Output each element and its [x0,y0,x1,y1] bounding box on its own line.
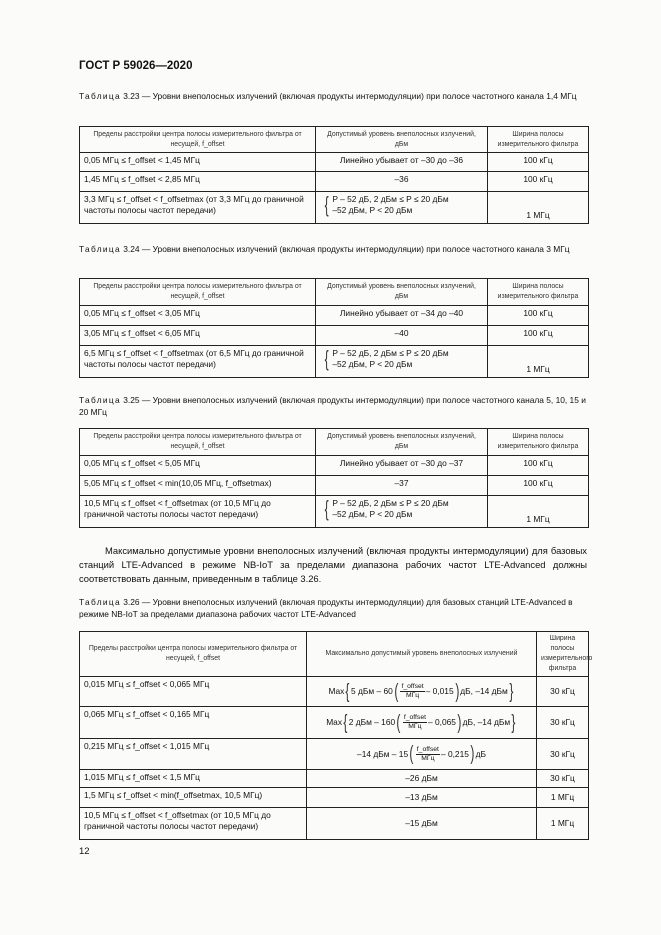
formula-offset: – 0,215 [440,748,469,759]
caption-text: 3.25 — Уровни внеполосных излучений (включая продукты интермодуляции) при полосе частотного канала 5, 10, 15 и 20 МГц [79,395,586,417]
level-cell: Линейно убывает от –30 до –37 [316,456,488,476]
column-header: Максимально допустимый уровень внеполосных излучений [307,632,537,677]
range-cell: 0,065 МГц ≤ f_offset < 0,165 МГц [80,707,307,739]
table-header-row [80,127,589,153]
table-3-23-caption [79,91,587,103]
level-formula [357,744,486,764]
level-cell [307,739,537,770]
column-header: Ширина полосы измерительного фильтра [537,632,589,677]
table-3-23 [79,126,589,224]
fraction-numerator: f_offset [403,714,426,721]
table-row [80,496,589,528]
page-number: 12 [79,846,90,857]
level-cell: –13 дБм [307,788,537,808]
left-paren-symbol: ( [394,680,399,703]
table-row [80,677,589,707]
formula-line: P – 52 дБ, 2 дБм ≤ P ≤ 20 дБм [332,348,449,358]
left-brace-symbol: { [345,680,350,703]
page-header: ГОСТ Р 59026—2020 [79,60,193,72]
formula-offset: – 0,065 [427,717,456,727]
table-row [80,770,589,788]
paragraph-text: Максимально допустимые уровни внеполосных излучений (включая продукты интермодуляции) для базовых станций LTE-Advanced в режиме NB-IoT за пределами диапазона рабочих частот LTE-Advanced должны соответствовать данным, приведенным в таблице 3.26. [79,545,587,584]
range-cell: 1,015 МГц ≤ f_offset < 1,5 МГц [80,770,307,788]
piecewise-formula [320,498,483,520]
column-header: Пределы расстройки центра полосы измерительного фильтра от несущей, f_offset [80,279,316,306]
table-row [80,808,589,840]
left-brace-symbol: { [324,346,329,371]
table-row [80,346,589,378]
formula-tail: дБ, –14 дБм [460,686,508,696]
range-cell: 10,5 МГц ≤ f_offset < f_offsetmax (от 10,5 МГц до граничной частоты полосы частот передачи) [80,496,316,528]
max-formula [326,713,517,733]
bandwidth-cell: 1 МГц [488,192,589,224]
right-paren-symbol: ) [470,743,475,765]
table-label: Таблица [79,91,121,101]
left-paren-symbol: ( [409,743,414,765]
formula-line: P – 52 дБ, 2 дБм ≤ P ≤ 20 дБм [332,498,449,508]
level-cell: Линейно убывает от –30 до –36 [316,153,488,172]
table-3-25-caption [79,395,587,418]
fraction-denominator: МГц [421,754,435,762]
bandwidth-cell: 30 кГц [537,770,589,788]
table-3-26 [79,631,593,840]
level-cell: –37 [316,476,488,496]
bandwidth-cell: 1 МГц [488,346,589,378]
table-row [80,707,589,739]
range-cell: 0,05 МГц ≤ f_offset < 3,05 МГц [80,306,316,326]
range-cell: 6,5 МГц ≤ f_offset < f_offsetmax (от 6,5 МГц до граничной частоты полосы частот передачи) [80,346,316,378]
table-3-24-caption [79,244,587,256]
column-header: Пределы расстройки центра полосы измерительного фильтра от несущей, f_offset [80,127,316,153]
left-brace-symbol: { [324,496,329,521]
level-cell [316,496,488,528]
range-cell: 10,5 МГц ≤ f_offset < f_offsetmax (от 10,5 МГц до граничной частоты полосы частот передачи) [80,808,307,840]
bandwidth-cell: 30 кГц [537,739,589,770]
formula-prefix: –14 дБм – 15 [357,748,409,759]
caption-text: 3.24 — Уровни внеполосных излучений (включая продукты интермодуляции) при полосе частотного канала 3 МГц [120,244,570,254]
fraction [403,714,427,731]
left-brace-symbol: { [324,192,329,217]
formula-line: P – 52 дБ, 2 дБм ≤ P ≤ 20 дБм [332,194,449,204]
formula-prefix: 2 дБм – 160 [348,717,396,727]
table-header-row [80,632,589,677]
range-cell: 0,215 МГц ≤ f_offset < 1,015 МГц [80,739,307,770]
bandwidth-cell: 30 кГц [537,707,589,739]
fraction-denominator: МГц [405,692,420,699]
range-cell: 5,05 МГц ≤ f_offset < min(10,05 МГц, f_offsetmax) [80,476,316,496]
range-cell: 1,5 МГц ≤ f_offset < min(f_offsetmax, 10,5 МГц) [80,788,307,808]
formula-line: –52 дБм, P < 20 дБм [332,359,413,369]
left-paren-symbol: ( [396,711,401,734]
table-row [80,153,589,172]
range-cell: 0,015 МГц ≤ f_offset < 0,065 МГц [80,677,307,707]
right-paren-symbol: ) [454,680,459,703]
bandwidth-cell: 100 кГц [488,476,589,496]
column-header: Пределы расстройки центра полосы измерительного фильтра от несущей, f_offset [80,429,316,456]
level-cell: Линейно убывает от –34 до –40 [316,306,488,326]
right-brace-symbol: } [509,680,514,703]
formula-offset: – 0,015 [425,686,454,696]
fraction-numerator: f_offset [416,745,439,753]
max-operator: Max [326,717,343,727]
table-row [80,306,589,326]
table-3-26-caption [79,597,587,620]
formula-line: –52 дБм, P < 20 дБм [332,509,413,519]
caption-text: 3.26 — Уровни внеполосных излучений (включая продукты интермодуляции) для базовых станций LTE-Advanced в режиме NB-IoT за пределами диапазона рабочих частот LTE-Advanced [79,597,573,619]
formula-tail: дБ, –14 дБм [462,717,511,727]
table-3-25 [79,428,589,528]
column-header: Ширина полосы измерительного фильтра [488,127,589,153]
bandwidth-cell: 100 кГц [488,153,589,172]
table-row [80,326,589,346]
right-paren-symbol: ) [457,711,462,734]
caption-text: 3.23 — Уровни внеполосных излучений (включая продукты интермодуляции) при полосе частотного канала 1,4 МГц [120,91,577,101]
level-cell [316,346,488,378]
column-header: Ширина полосы измерительного фильтра [488,279,589,306]
level-cell: –40 [316,326,488,346]
range-cell: 0,05 МГц ≤ f_offset < 1,45 МГц [80,153,316,172]
left-brace-symbol: { [343,711,348,734]
range-cell: 3,05 МГц ≤ f_offset < 6,05 МГц [80,326,316,346]
level-cell [307,677,537,707]
bandwidth-cell: 100 кГц [488,456,589,476]
table-label: Таблица [79,597,121,607]
column-header: Допустимый уровень внеполосных излучений, дБм [316,279,488,306]
table-label: Таблица [79,244,121,254]
table-header-row [80,429,589,456]
max-operator: Max [328,686,345,696]
table-row [80,739,589,770]
max-formula [329,682,515,702]
fraction-denominator: МГц [408,723,422,730]
range-cell: 1,45 МГц ≤ f_offset < 2,85 МГц [80,172,316,192]
formula-prefix: 5 дБм – 60 [351,686,393,696]
table-row [80,476,589,496]
fraction [416,746,440,763]
level-cell: –36 [316,172,488,192]
table-row [80,172,589,192]
table-header-row [80,279,589,306]
piecewise-formula [320,194,483,216]
fraction [400,683,424,700]
bandwidth-cell: 100 кГц [488,306,589,326]
level-cell: –15 дБм [307,808,537,840]
level-cell: –26 дБм [307,770,537,788]
table-row [80,192,589,224]
fraction-numerator: f_offset [401,683,424,690]
table-row [80,456,589,476]
bandwidth-cell: 100 кГц [488,172,589,192]
range-cell: 3,3 МГц ≤ f_offset < f_offsetmax (от 3,3 МГц до граничной частоты полосы частот передачи) [80,192,316,224]
level-cell [307,707,537,739]
column-header: Допустимый уровень внеполосных излучений, дБм [316,127,488,153]
formula-line: –52 дБм, P < 20 дБм [332,205,413,215]
range-cell: 0,05 МГц ≤ f_offset < 5,05 МГц [80,456,316,476]
level-cell [316,192,488,224]
bandwidth-cell: 1 МГц [488,496,589,528]
bandwidth-cell: 1 МГц [537,788,589,808]
piecewise-formula [320,348,483,370]
table-3-24 [79,278,589,378]
bandwidth-cell: 30 кГц [537,677,589,707]
right-brace-symbol: } [511,711,516,734]
table-row [80,788,589,808]
bandwidth-cell: 100 кГц [488,326,589,346]
column-header: Ширина полосы измерительного фильтра [488,429,589,456]
column-header: Пределы расстройки центра полосы измерительного фильтра от несущей, f_offset [80,632,307,677]
column-header: Допустимый уровень внеполосных излучений, дБм [316,429,488,456]
bandwidth-cell: 1 МГц [537,808,589,840]
formula-tail: дБ [475,748,486,759]
body-paragraph [79,544,587,586]
table-label: Таблица [79,395,121,405]
